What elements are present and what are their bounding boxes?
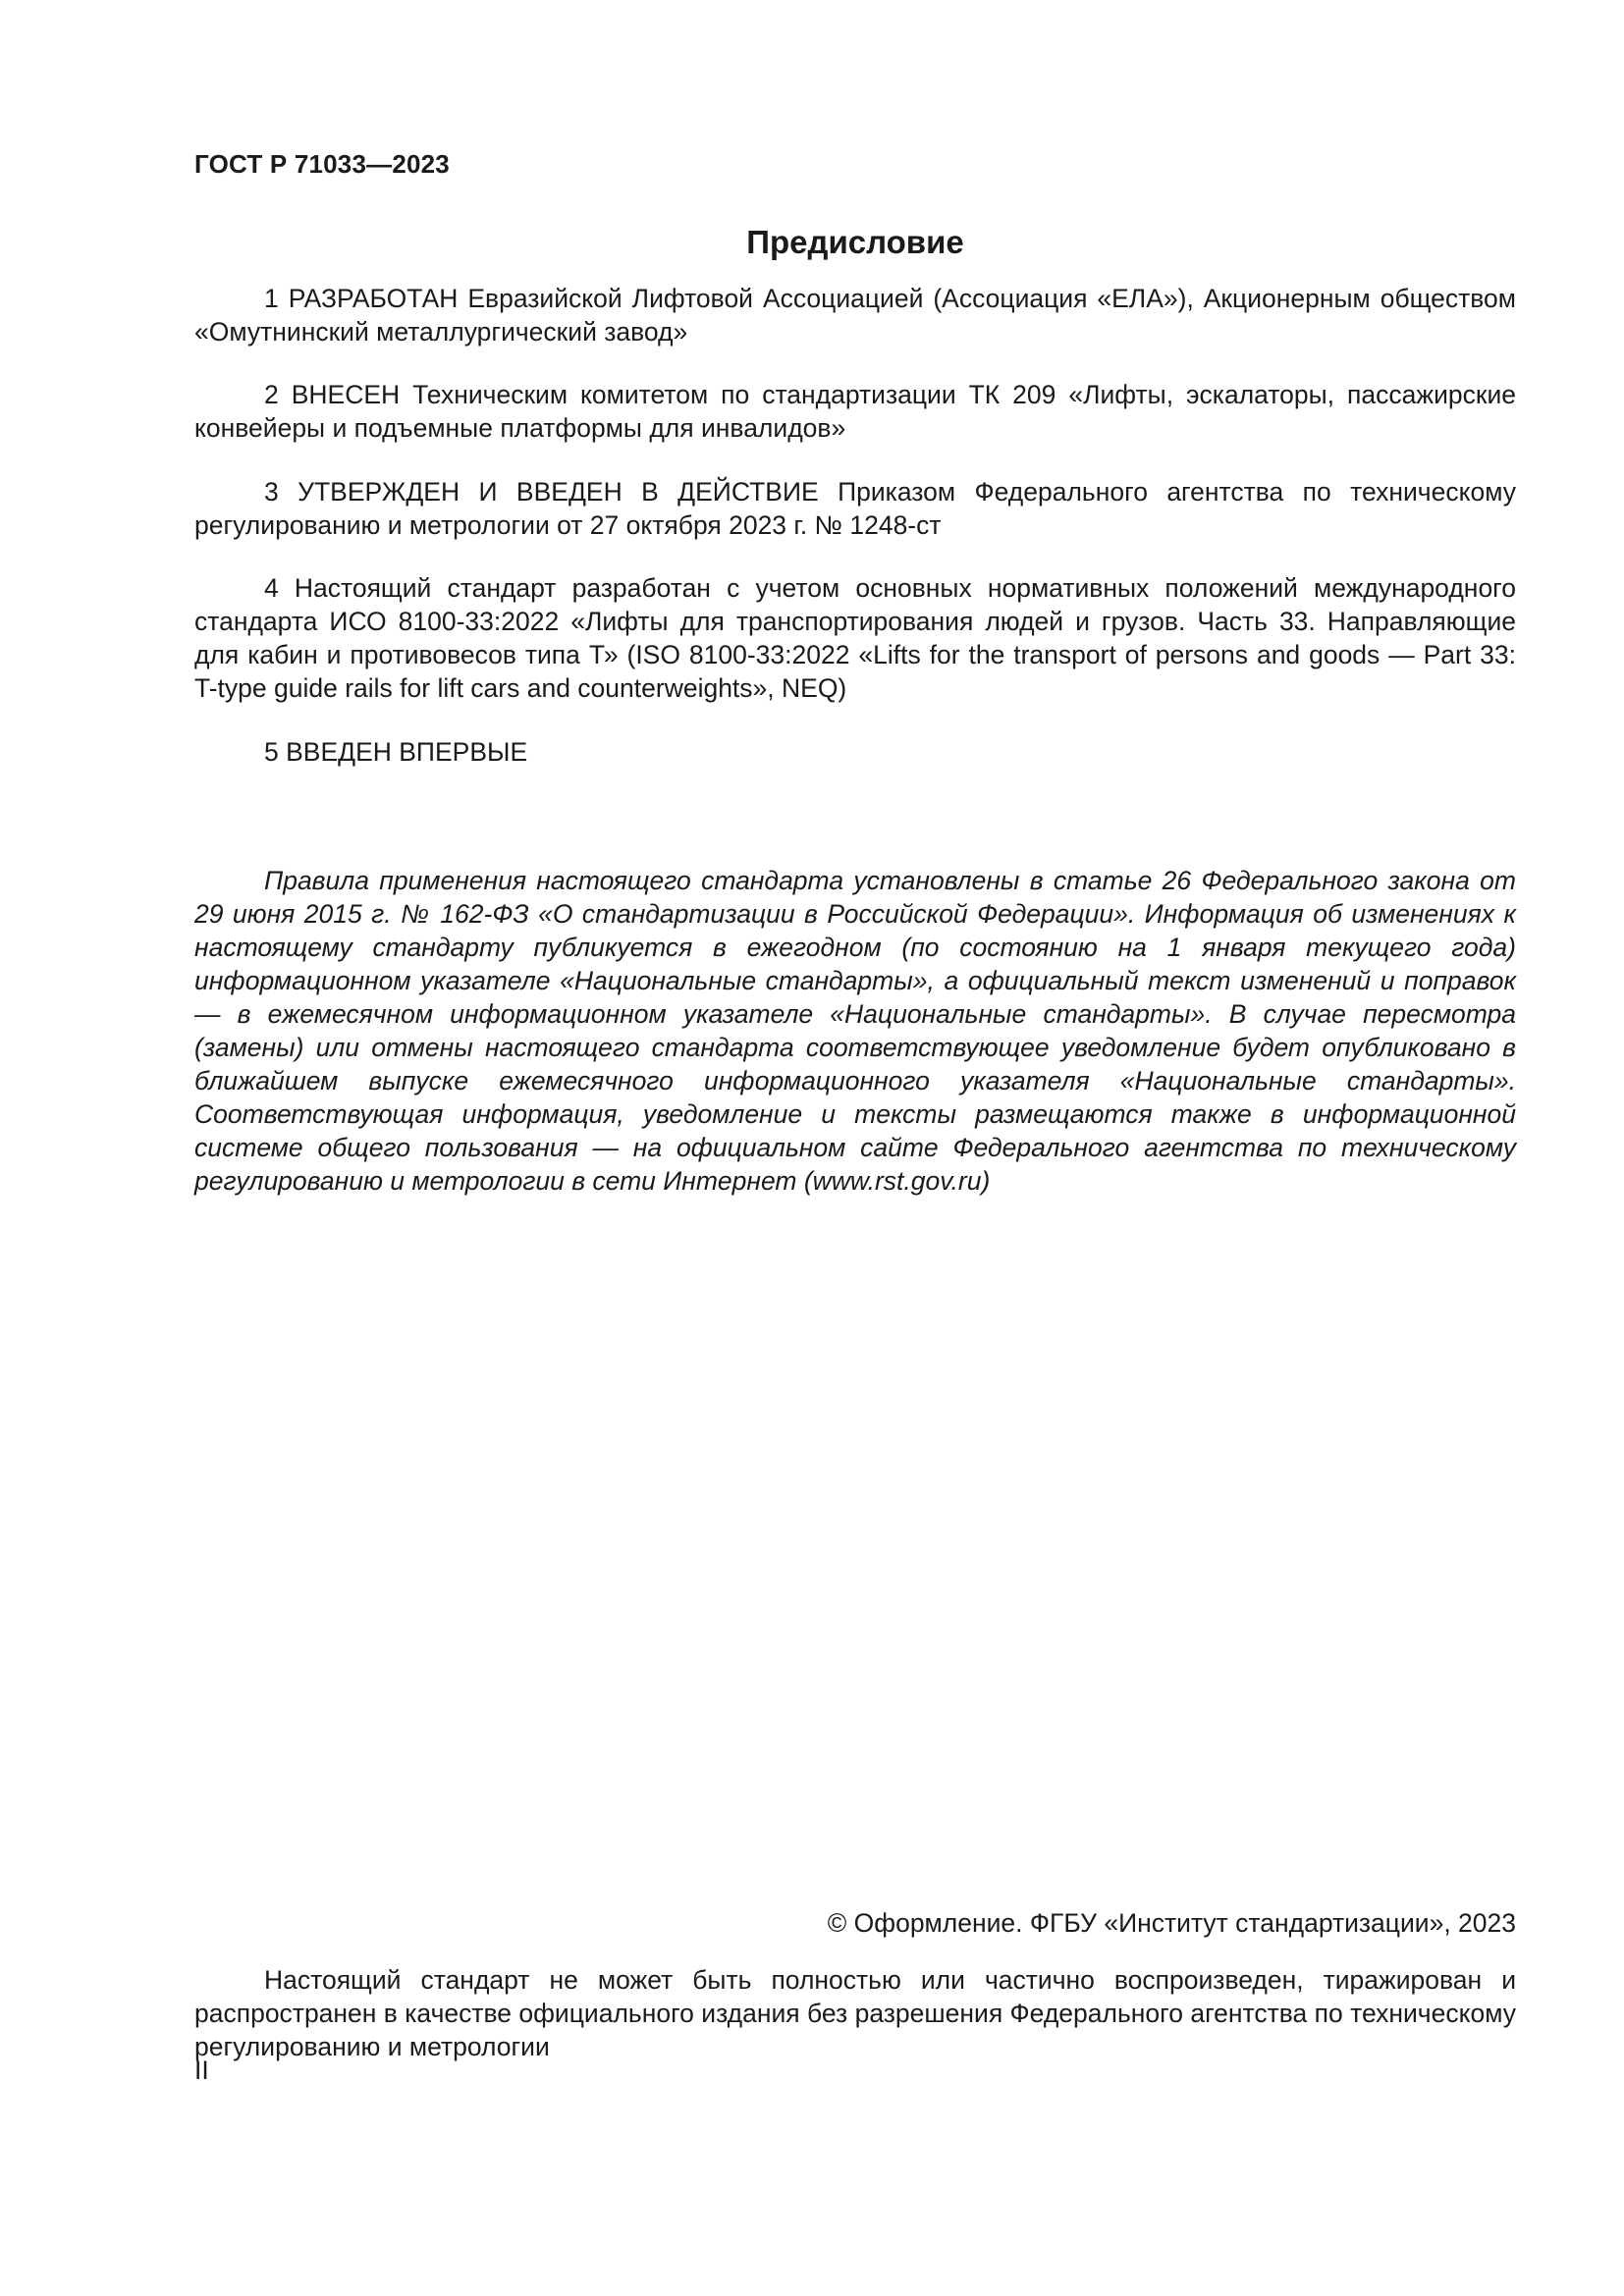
paragraph-first-introduced: 5 ВВЕДЕН ВПЕРВЫЕ [264, 737, 528, 767]
copyright-line: © Оформление. ФГБУ «Институт стандартизации», 2023 [827, 1908, 1516, 1938]
paragraph-international-basis: 4 Настоящий стандарт разработан с учетом основных нормативных положений международного стандарта ИСО 8100-33:2022 «Лифты для транспортирования людей и грузов. Часть 33. Направляющие для кабин и противовесов типа Т» (ISO 8100-33:2022 «Lifts for the transport of persons and goods — Part 33: T-type guide rails for lift cars and counterweights», NEQ) [194, 573, 1516, 703]
page-number: II [194, 2056, 209, 2085]
paragraph-submitted: 2 ВНЕСЕН Техническим комитетом по стандартизации ТК 209 «Лифты, эскалаторы, пассажирские конвейеры и подъемные платформы для инвалидов» [194, 380, 1516, 443]
standard-code: ГОСТ Р 71033—2023 [194, 149, 450, 179]
page-title: Предисловие [746, 224, 964, 260]
paragraph-developed: 1 РАЗРАБОТАН Евразийской Лифтовой Ассоциацией (Ассоциация «ЕЛА»), Акционерным обществом «Омутнинский металлургический завод» [194, 284, 1516, 347]
application-rules-notice: Правила применения настоящего стандарта установлены в статье 26 Федерального закона от 29 июня 2015 г. № 162-ФЗ «О стандартизации в Российской Федерации». Информация об изменениях к настоящему стандарту публикуется в ежегодном (по состоянию на 1 января текущего года) информационном указателе «Национальные стандарты», а официальный текст изменений и поправок — в ежемесячном информационном указателе «Национальные стандарты». В случае пересмотра (замены) или отмены настоящего стандарта соответствующее уведомление будет опубликовано в ближайшем выпуске ежемесячного информационного указателя «Национальные стандарты». Соответствующая информация, уведомление и тексты размещаются также в информационной системе общего пользования — на официальном сайте Федерального агентства по техническому регулированию и метрологии в сети Интернет (www.rst.gov.ru) [194, 866, 1516, 1196]
paragraph-approved: 3 УТВЕРЖДЕН И ВВЕДЕН В ДЕЙСТВИЕ Приказом Федерального агентства по техническому регулированию и метрологии от 27 октября 2023 г. № 1248-ст [194, 477, 1516, 540]
reproduction-notice: Настоящий стандарт не может быть полностью или частично воспроизведен, тиражирован и распространен в качестве официального издания без разрешения Федерального агентства по техническому регулированию и метрологии [194, 1965, 1516, 2061]
